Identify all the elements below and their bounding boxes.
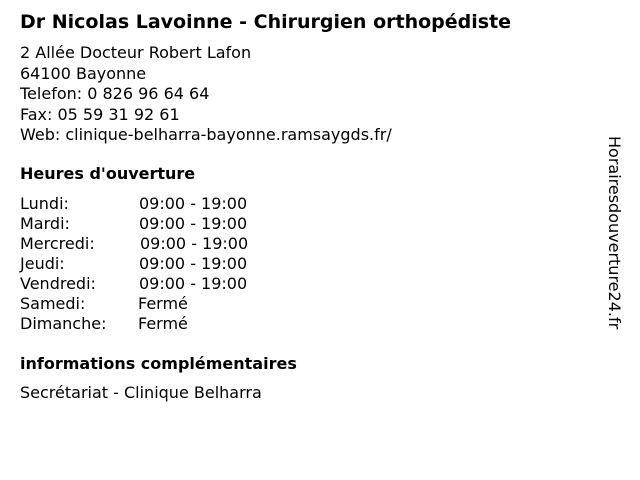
day-label: Vendredi: xyxy=(20,274,96,293)
address-block xyxy=(20,43,392,146)
time-value: 09:00 - 19:00 xyxy=(139,194,248,213)
info-heading: informations complémentaires xyxy=(20,354,297,373)
time-value: Fermé xyxy=(138,294,188,313)
hours-heading: Heures d'ouverture xyxy=(20,164,196,183)
time-value: 09:00 - 19:00 xyxy=(139,254,248,273)
page-title: Dr Nicolas Lavoinne - Chirurgien orthopédiste xyxy=(20,11,512,33)
day-label: Mercredi: xyxy=(20,234,95,253)
city-address: 64100 Bayonne xyxy=(20,63,147,83)
website: Web: clinique-belharra-bayonne.ramsaygds.fr/ xyxy=(20,125,392,144)
day-label: Jeudi: xyxy=(20,254,65,273)
time-value: 09:00 - 19:00 xyxy=(139,274,248,293)
day-label: Dimanche: xyxy=(20,314,107,333)
phone-number: Telefon: 0 826 96 64 64 xyxy=(20,84,210,103)
street-address: 2 Allée Docteur Robert Lafon xyxy=(20,43,252,62)
day-label: Mardi: xyxy=(20,214,70,233)
time-value: 09:00 - 19:00 xyxy=(140,234,249,253)
time-value: 09:00 - 19:00 xyxy=(139,214,248,233)
fax-number: Fax: 05 59 31 92 61 xyxy=(20,104,180,124)
site-watermark: Horairesdouverture24.fr xyxy=(605,136,624,330)
day-label: Samedi: xyxy=(20,294,86,313)
info-text: Secrétariat - Clinique Belharra xyxy=(20,383,262,402)
day-label: Lundi: xyxy=(20,194,69,213)
time-value: Fermé xyxy=(138,314,188,333)
